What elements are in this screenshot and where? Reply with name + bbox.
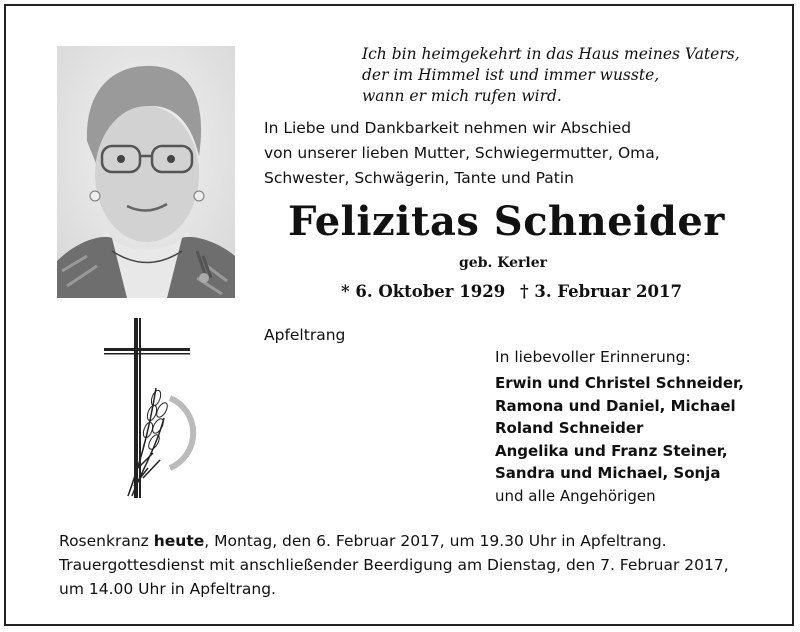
quote-line: Ich bin heimgekehrt in das Haus meines Vaters, [362, 45, 740, 63]
death-date: † 3. Februar 2017 [520, 282, 682, 301]
memory-heading: In liebevoller Erinnerung: [495, 348, 691, 366]
service-line: Trauergottesdienst mit anschließender Beerdigung am Dienstag, den 7. Februar 2017, [59, 556, 729, 574]
rosary-rest: , Montag, den 6. Februar 2017, um 19.30 Uhr in Apfeltrang. [204, 532, 667, 550]
mourner-line: Angelika und Franz Steiner, [495, 441, 728, 460]
quote-line: wann er mich rufen wird. [362, 87, 562, 105]
quote-line: der im Himmel ist und immer wusste, [362, 66, 660, 84]
intro-line: von unserer lieben Mutter, Schwiegermutter, Oma, [264, 144, 660, 162]
intro-line: In Liebe und Dankbarkeit nehmen wir Abschied [264, 119, 632, 137]
maiden-name: geb. Kerler [459, 255, 547, 271]
mourner-line: Ramona und Daniel, Michael [495, 396, 736, 415]
cross-icon [98, 318, 198, 504]
rosary-prefix: Rosenkranz [59, 532, 154, 550]
mourners-list [495, 372, 744, 507]
mourner-line: Sandra und Michael, Sonja [495, 464, 721, 482]
rosary-line [59, 529, 729, 553]
mourner-line: und alle Angehörigen [495, 486, 656, 505]
service-details [59, 529, 729, 601]
mourner-line: Roland Schneider [495, 419, 644, 437]
farewell-intro [264, 116, 660, 191]
bible-quote [362, 44, 740, 107]
rosary-today: heute [153, 532, 205, 550]
hometown: Apfeltrang [264, 326, 346, 344]
mourner-line: Erwin und Christel Schneider, [495, 374, 744, 392]
deceased-name: Felizitas Schneider [288, 198, 725, 245]
intro-line: Schwester, Schwägerin, Tante und Patin [264, 169, 574, 187]
birth-date: * 6. Oktober 1929 [341, 282, 506, 301]
portrait-photo [57, 46, 235, 298]
service-line: um 14.00 Uhr in Apfeltrang. [59, 580, 276, 598]
